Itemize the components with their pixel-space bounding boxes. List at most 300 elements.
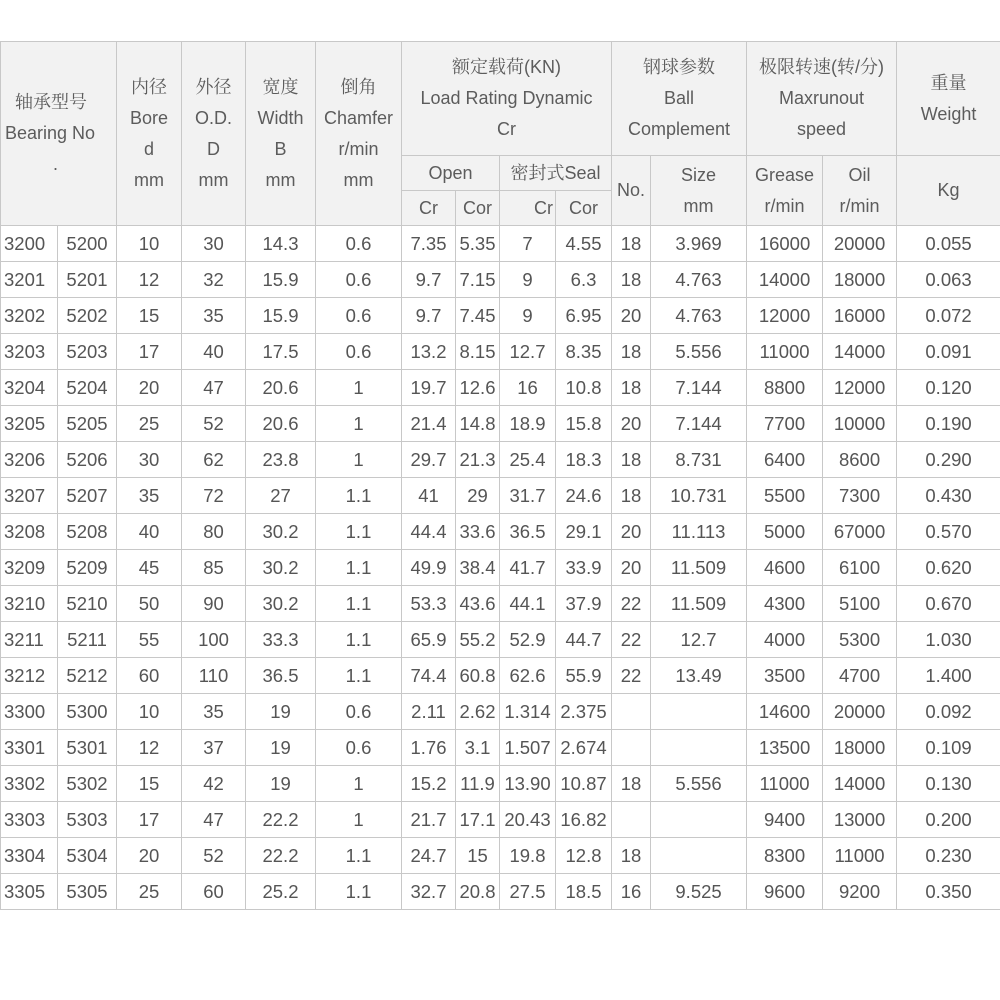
cell-bore: 25 bbox=[117, 406, 182, 442]
cell-grease-speed: 11000 bbox=[747, 334, 823, 370]
table-row bbox=[1, 514, 1000, 550]
cell-open-cor: 8.15 bbox=[456, 334, 500, 370]
cell-series-52: 5303 bbox=[58, 802, 117, 838]
cell-seal-cor: 16.82 bbox=[556, 802, 612, 838]
cell-ball-size: 10.731 bbox=[651, 478, 747, 514]
cell-oil-speed: 5100 bbox=[823, 586, 897, 622]
cell-open-cor: 38.4 bbox=[456, 550, 500, 586]
cell-bore: 35 bbox=[117, 478, 182, 514]
cell-width: 30.2 bbox=[246, 586, 316, 622]
cell-series-32: 3301 bbox=[1, 730, 58, 766]
cell-series-52: 5201 bbox=[58, 262, 117, 298]
cell-seal-cor: 10.87 bbox=[556, 766, 612, 802]
header-bearing-no: 轴承型号 Bearing No . bbox=[1, 42, 117, 226]
cell-oil-speed: 18000 bbox=[823, 262, 897, 298]
cell-series-32: 3303 bbox=[1, 802, 58, 838]
cell-weight: 0.120 bbox=[897, 370, 1000, 406]
cell-open-cr: 41 bbox=[402, 478, 456, 514]
cell-width: 22.2 bbox=[246, 838, 316, 874]
cell-chamfer: 1 bbox=[316, 802, 402, 838]
cell-seal-cr: 9 bbox=[500, 262, 556, 298]
cell-ball-size: 7.144 bbox=[651, 406, 747, 442]
cell-oil-speed: 8600 bbox=[823, 442, 897, 478]
cell-open-cr: 65.9 bbox=[402, 622, 456, 658]
cell-width: 23.8 bbox=[246, 442, 316, 478]
cell-open-cor: 7.45 bbox=[456, 298, 500, 334]
cell-width: 15.9 bbox=[246, 298, 316, 334]
cell-ball-size: 9.525 bbox=[651, 874, 747, 910]
cell-seal-cor: 18.5 bbox=[556, 874, 612, 910]
cell-seal-cr: 25.4 bbox=[500, 442, 556, 478]
cell-seal-cor: 10.8 bbox=[556, 370, 612, 406]
cell-od: 100 bbox=[182, 622, 246, 658]
cell-bore: 55 bbox=[117, 622, 182, 658]
cell-open-cr: 2.11 bbox=[402, 694, 456, 730]
cell-ball-no: 20 bbox=[612, 514, 651, 550]
cell-ball-size: 8.731 bbox=[651, 442, 747, 478]
cell-ball-no: 18 bbox=[612, 370, 651, 406]
cell-od: 110 bbox=[182, 658, 246, 694]
cell-chamfer: 0.6 bbox=[316, 334, 402, 370]
header-oil: Oil r/min bbox=[823, 156, 897, 226]
cell-open-cr: 21.4 bbox=[402, 406, 456, 442]
cell-ball-no: 16 bbox=[612, 874, 651, 910]
cell-seal-cr: 36.5 bbox=[500, 514, 556, 550]
cell-ball-size: 11.113 bbox=[651, 514, 747, 550]
cell-bore: 12 bbox=[117, 262, 182, 298]
cell-oil-speed: 13000 bbox=[823, 802, 897, 838]
cell-open-cor: 14.8 bbox=[456, 406, 500, 442]
cell-weight: 0.092 bbox=[897, 694, 1000, 730]
cell-series-32: 3212 bbox=[1, 658, 58, 694]
header-width: 宽度 Width B mm bbox=[246, 42, 316, 226]
cell-bore: 10 bbox=[117, 226, 182, 262]
cell-weight: 0.200 bbox=[897, 802, 1000, 838]
cell-open-cr: 29.7 bbox=[402, 442, 456, 478]
table-row bbox=[1, 370, 1000, 406]
header-bore: 内径 Bore d mm bbox=[117, 42, 182, 226]
cell-open-cr: 19.7 bbox=[402, 370, 456, 406]
cell-width: 33.3 bbox=[246, 622, 316, 658]
cell-chamfer: 1 bbox=[316, 406, 402, 442]
cell-grease-speed: 14000 bbox=[747, 262, 823, 298]
cell-series-32: 3211 bbox=[1, 622, 58, 658]
cell-od: 52 bbox=[182, 838, 246, 874]
cell-ball-size: 11.509 bbox=[651, 550, 747, 586]
cell-chamfer: 1.1 bbox=[316, 550, 402, 586]
cell-series-52: 5208 bbox=[58, 514, 117, 550]
cell-ball-size bbox=[651, 730, 747, 766]
cell-seal-cor: 12.8 bbox=[556, 838, 612, 874]
cell-seal-cor: 24.6 bbox=[556, 478, 612, 514]
cell-chamfer: 1.1 bbox=[316, 514, 402, 550]
cell-open-cor: 3.1 bbox=[456, 730, 500, 766]
cell-seal-cr: 27.5 bbox=[500, 874, 556, 910]
cell-weight: 0.072 bbox=[897, 298, 1000, 334]
cell-width: 30.2 bbox=[246, 514, 316, 550]
cell-oil-speed: 16000 bbox=[823, 298, 897, 334]
cell-od: 47 bbox=[182, 370, 246, 406]
cell-series-52: 5200 bbox=[58, 226, 117, 262]
cell-oil-speed: 7300 bbox=[823, 478, 897, 514]
header-chamfer: 倒角 Chamfer r/min mm bbox=[316, 42, 402, 226]
cell-bore: 17 bbox=[117, 334, 182, 370]
cell-oil-speed: 20000 bbox=[823, 694, 897, 730]
cell-series-52: 5210 bbox=[58, 586, 117, 622]
cell-series-32: 3208 bbox=[1, 514, 58, 550]
cell-open-cor: 21.3 bbox=[456, 442, 500, 478]
cell-series-52: 5302 bbox=[58, 766, 117, 802]
cell-seal-cr: 1.507 bbox=[500, 730, 556, 766]
cell-ball-size: 3.969 bbox=[651, 226, 747, 262]
table-row bbox=[1, 730, 1000, 766]
cell-series-52: 5212 bbox=[58, 658, 117, 694]
cell-seal-cor: 37.9 bbox=[556, 586, 612, 622]
cell-chamfer: 1.1 bbox=[316, 622, 402, 658]
cell-ball-size: 13.49 bbox=[651, 658, 747, 694]
cell-seal-cr: 52.9 bbox=[500, 622, 556, 658]
header-speed: 极限转速(转/分) Maxrunout speed bbox=[747, 42, 897, 156]
cell-grease-speed: 16000 bbox=[747, 226, 823, 262]
header-open-cr: Cr bbox=[402, 191, 456, 226]
cell-ball-no bbox=[612, 802, 651, 838]
cell-series-52: 5207 bbox=[58, 478, 117, 514]
header-open: Open bbox=[402, 156, 500, 191]
cell-series-32: 3304 bbox=[1, 838, 58, 874]
cell-open-cr: 74.4 bbox=[402, 658, 456, 694]
cell-chamfer: 0.6 bbox=[316, 262, 402, 298]
cell-seal-cr: 18.9 bbox=[500, 406, 556, 442]
cell-grease-speed: 9600 bbox=[747, 874, 823, 910]
cell-open-cr: 9.7 bbox=[402, 298, 456, 334]
cell-grease-speed: 8800 bbox=[747, 370, 823, 406]
cell-oil-speed: 14000 bbox=[823, 334, 897, 370]
cell-oil-speed: 18000 bbox=[823, 730, 897, 766]
cell-weight: 0.230 bbox=[897, 838, 1000, 874]
header-seal-cor: Cor bbox=[556, 191, 612, 226]
cell-ball-no bbox=[612, 730, 651, 766]
cell-series-52: 5300 bbox=[58, 694, 117, 730]
cell-seal-cr: 41.7 bbox=[500, 550, 556, 586]
cell-series-32: 3200 bbox=[1, 226, 58, 262]
cell-open-cor: 11.9 bbox=[456, 766, 500, 802]
cell-series-52: 5203 bbox=[58, 334, 117, 370]
cell-chamfer: 1.1 bbox=[316, 586, 402, 622]
cell-seal-cor: 2.375 bbox=[556, 694, 612, 730]
cell-seal-cor: 2.674 bbox=[556, 730, 612, 766]
cell-oil-speed: 4700 bbox=[823, 658, 897, 694]
cell-seal-cor: 8.35 bbox=[556, 334, 612, 370]
cell-open-cor: 43.6 bbox=[456, 586, 500, 622]
cell-chamfer: 1 bbox=[316, 370, 402, 406]
cell-series-52: 5304 bbox=[58, 838, 117, 874]
cell-grease-speed: 5000 bbox=[747, 514, 823, 550]
cell-bore: 30 bbox=[117, 442, 182, 478]
cell-oil-speed: 11000 bbox=[823, 838, 897, 874]
cell-chamfer: 0.6 bbox=[316, 226, 402, 262]
cell-open-cr: 53.3 bbox=[402, 586, 456, 622]
table-row bbox=[1, 766, 1000, 802]
cell-oil-speed: 10000 bbox=[823, 406, 897, 442]
cell-weight: 0.570 bbox=[897, 514, 1000, 550]
cell-od: 37 bbox=[182, 730, 246, 766]
cell-open-cor: 55.2 bbox=[456, 622, 500, 658]
cell-od: 40 bbox=[182, 334, 246, 370]
cell-bore: 10 bbox=[117, 694, 182, 730]
cell-series-32: 3210 bbox=[1, 586, 58, 622]
cell-open-cr: 32.7 bbox=[402, 874, 456, 910]
cell-open-cor: 5.35 bbox=[456, 226, 500, 262]
cell-series-52: 5209 bbox=[58, 550, 117, 586]
cell-oil-speed: 12000 bbox=[823, 370, 897, 406]
cell-ball-size: 4.763 bbox=[651, 298, 747, 334]
cell-od: 72 bbox=[182, 478, 246, 514]
cell-seal-cr: 1.314 bbox=[500, 694, 556, 730]
cell-grease-speed: 9400 bbox=[747, 802, 823, 838]
cell-ball-no bbox=[612, 694, 651, 730]
cell-od: 47 bbox=[182, 802, 246, 838]
cell-ball-no: 20 bbox=[612, 550, 651, 586]
cell-bore: 20 bbox=[117, 838, 182, 874]
cell-od: 35 bbox=[182, 694, 246, 730]
cell-seal-cor: 4.55 bbox=[556, 226, 612, 262]
cell-seal-cr: 44.1 bbox=[500, 586, 556, 622]
cell-ball-size: 5.556 bbox=[651, 766, 747, 802]
cell-od: 85 bbox=[182, 550, 246, 586]
cell-seal-cr: 19.8 bbox=[500, 838, 556, 874]
cell-width: 14.3 bbox=[246, 226, 316, 262]
cell-weight: 0.063 bbox=[897, 262, 1000, 298]
cell-seal-cor: 6.3 bbox=[556, 262, 612, 298]
cell-oil-speed: 20000 bbox=[823, 226, 897, 262]
cell-od: 80 bbox=[182, 514, 246, 550]
cell-open-cr: 15.2 bbox=[402, 766, 456, 802]
cell-seal-cor: 29.1 bbox=[556, 514, 612, 550]
cell-open-cor: 29 bbox=[456, 478, 500, 514]
cell-grease-speed: 7700 bbox=[747, 406, 823, 442]
cell-series-32: 3203 bbox=[1, 334, 58, 370]
cell-oil-speed: 6100 bbox=[823, 550, 897, 586]
cell-chamfer: 1.1 bbox=[316, 874, 402, 910]
table-header bbox=[1, 42, 1000, 226]
cell-oil-speed: 5300 bbox=[823, 622, 897, 658]
cell-series-52: 5205 bbox=[58, 406, 117, 442]
cell-open-cr: 24.7 bbox=[402, 838, 456, 874]
cell-series-52: 5301 bbox=[58, 730, 117, 766]
cell-weight: 0.190 bbox=[897, 406, 1000, 442]
cell-open-cr: 44.4 bbox=[402, 514, 456, 550]
cell-seal-cor: 55.9 bbox=[556, 658, 612, 694]
cell-bore: 60 bbox=[117, 658, 182, 694]
cell-seal-cr: 13.90 bbox=[500, 766, 556, 802]
cell-weight: 0.109 bbox=[897, 730, 1000, 766]
header-ball-size: Size mm bbox=[651, 156, 747, 226]
cell-od: 90 bbox=[182, 586, 246, 622]
cell-chamfer: 1.1 bbox=[316, 838, 402, 874]
cell-open-cor: 17.1 bbox=[456, 802, 500, 838]
header-seal: 密封式Seal bbox=[500, 156, 612, 191]
cell-series-32: 3209 bbox=[1, 550, 58, 586]
cell-ball-no: 22 bbox=[612, 658, 651, 694]
cell-series-32: 3204 bbox=[1, 370, 58, 406]
cell-open-cr: 7.35 bbox=[402, 226, 456, 262]
cell-open-cor: 2.62 bbox=[456, 694, 500, 730]
cell-series-32: 3305 bbox=[1, 874, 58, 910]
cell-width: 19 bbox=[246, 766, 316, 802]
cell-chamfer: 1.1 bbox=[316, 658, 402, 694]
cell-od: 32 bbox=[182, 262, 246, 298]
table-row bbox=[1, 802, 1000, 838]
table-row bbox=[1, 658, 1000, 694]
cell-weight: 0.670 bbox=[897, 586, 1000, 622]
cell-series-52: 5202 bbox=[58, 298, 117, 334]
cell-od: 62 bbox=[182, 442, 246, 478]
cell-ball-size: 7.144 bbox=[651, 370, 747, 406]
cell-bore: 15 bbox=[117, 298, 182, 334]
header-ball-no: No. bbox=[612, 156, 651, 226]
cell-weight: 0.055 bbox=[897, 226, 1000, 262]
cell-seal-cr: 16 bbox=[500, 370, 556, 406]
cell-weight: 0.091 bbox=[897, 334, 1000, 370]
cell-open-cr: 49.9 bbox=[402, 550, 456, 586]
cell-grease-speed: 13500 bbox=[747, 730, 823, 766]
cell-od: 30 bbox=[182, 226, 246, 262]
cell-weight: 0.130 bbox=[897, 766, 1000, 802]
cell-width: 19 bbox=[246, 730, 316, 766]
cell-grease-speed: 12000 bbox=[747, 298, 823, 334]
cell-chamfer: 0.6 bbox=[316, 730, 402, 766]
cell-od: 42 bbox=[182, 766, 246, 802]
cell-open-cor: 15 bbox=[456, 838, 500, 874]
cell-oil-speed: 9200 bbox=[823, 874, 897, 910]
cell-open-cr: 9.7 bbox=[402, 262, 456, 298]
cell-grease-speed: 11000 bbox=[747, 766, 823, 802]
cell-bore: 50 bbox=[117, 586, 182, 622]
table-row bbox=[1, 298, 1000, 334]
cell-ball-no: 20 bbox=[612, 406, 651, 442]
cell-open-cor: 12.6 bbox=[456, 370, 500, 406]
cell-grease-speed: 6400 bbox=[747, 442, 823, 478]
table-row bbox=[1, 838, 1000, 874]
cell-seal-cr: 31.7 bbox=[500, 478, 556, 514]
header-ball-complement: 钢球参数 Ball Complement bbox=[612, 42, 747, 156]
cell-open-cor: 7.15 bbox=[456, 262, 500, 298]
cell-chamfer: 1.1 bbox=[316, 478, 402, 514]
table-row bbox=[1, 442, 1000, 478]
cell-chamfer: 1 bbox=[316, 766, 402, 802]
header-kg: Kg bbox=[897, 156, 1000, 226]
header-load-rating: 额定载荷(KN) Load Rating Dynamic Cr bbox=[402, 42, 612, 156]
cell-chamfer: 0.6 bbox=[316, 298, 402, 334]
cell-width: 17.5 bbox=[246, 334, 316, 370]
cell-ball-size bbox=[651, 838, 747, 874]
cell-oil-speed: 14000 bbox=[823, 766, 897, 802]
bearing-spec-table bbox=[0, 41, 1000, 910]
cell-bore: 25 bbox=[117, 874, 182, 910]
cell-od: 60 bbox=[182, 874, 246, 910]
cell-weight: 1.400 bbox=[897, 658, 1000, 694]
cell-ball-size: 12.7 bbox=[651, 622, 747, 658]
cell-ball-size bbox=[651, 694, 747, 730]
cell-bore: 45 bbox=[117, 550, 182, 586]
cell-seal-cor: 6.95 bbox=[556, 298, 612, 334]
cell-ball-no: 18 bbox=[612, 766, 651, 802]
cell-grease-speed: 8300 bbox=[747, 838, 823, 874]
cell-od: 35 bbox=[182, 298, 246, 334]
cell-grease-speed: 4000 bbox=[747, 622, 823, 658]
cell-seal-cr: 7 bbox=[500, 226, 556, 262]
cell-seal-cr: 20.43 bbox=[500, 802, 556, 838]
cell-weight: 0.620 bbox=[897, 550, 1000, 586]
cell-series-52: 5211 bbox=[58, 622, 117, 658]
cell-series-52: 5206 bbox=[58, 442, 117, 478]
cell-weight: 0.430 bbox=[897, 478, 1000, 514]
table-body bbox=[1, 226, 1000, 910]
cell-ball-size: 4.763 bbox=[651, 262, 747, 298]
table-row bbox=[1, 406, 1000, 442]
cell-series-32: 3207 bbox=[1, 478, 58, 514]
table-row bbox=[1, 586, 1000, 622]
table-row bbox=[1, 874, 1000, 910]
cell-seal-cor: 18.3 bbox=[556, 442, 612, 478]
cell-ball-no: 18 bbox=[612, 478, 651, 514]
header-od: 外径 O.D. D mm bbox=[182, 42, 246, 226]
header-grease: Grease r/min bbox=[747, 156, 823, 226]
cell-bore: 40 bbox=[117, 514, 182, 550]
cell-series-52: 5305 bbox=[58, 874, 117, 910]
table-row bbox=[1, 622, 1000, 658]
cell-series-52: 5204 bbox=[58, 370, 117, 406]
cell-series-32: 3202 bbox=[1, 298, 58, 334]
cell-chamfer: 0.6 bbox=[316, 694, 402, 730]
cell-grease-speed: 3500 bbox=[747, 658, 823, 694]
cell-ball-no: 18 bbox=[612, 838, 651, 874]
cell-open-cor: 33.6 bbox=[456, 514, 500, 550]
cell-width: 15.9 bbox=[246, 262, 316, 298]
cell-grease-speed: 4300 bbox=[747, 586, 823, 622]
cell-seal-cor: 15.8 bbox=[556, 406, 612, 442]
cell-width: 25.2 bbox=[246, 874, 316, 910]
cell-ball-size: 11.509 bbox=[651, 586, 747, 622]
cell-grease-speed: 5500 bbox=[747, 478, 823, 514]
cell-series-32: 3201 bbox=[1, 262, 58, 298]
cell-seal-cr: 9 bbox=[500, 298, 556, 334]
cell-ball-no: 20 bbox=[612, 298, 651, 334]
cell-open-cr: 1.76 bbox=[402, 730, 456, 766]
table-row bbox=[1, 550, 1000, 586]
cell-bore: 15 bbox=[117, 766, 182, 802]
cell-width: 30.2 bbox=[246, 550, 316, 586]
header-open-cor: Cor bbox=[456, 191, 500, 226]
cell-series-32: 3300 bbox=[1, 694, 58, 730]
cell-seal-cor: 44.7 bbox=[556, 622, 612, 658]
cell-weight: 0.350 bbox=[897, 874, 1000, 910]
cell-open-cor: 60.8 bbox=[456, 658, 500, 694]
cell-bore: 17 bbox=[117, 802, 182, 838]
table-row bbox=[1, 694, 1000, 730]
cell-ball-no: 18 bbox=[612, 262, 651, 298]
cell-od: 52 bbox=[182, 406, 246, 442]
cell-ball-no: 18 bbox=[612, 334, 651, 370]
table-row bbox=[1, 226, 1000, 262]
cell-width: 20.6 bbox=[246, 406, 316, 442]
cell-open-cr: 21.7 bbox=[402, 802, 456, 838]
header-seal-cr: Cr bbox=[500, 191, 556, 226]
table-row bbox=[1, 334, 1000, 370]
cell-seal-cr: 62.6 bbox=[500, 658, 556, 694]
cell-weight: 1.030 bbox=[897, 622, 1000, 658]
cell-width: 22.2 bbox=[246, 802, 316, 838]
